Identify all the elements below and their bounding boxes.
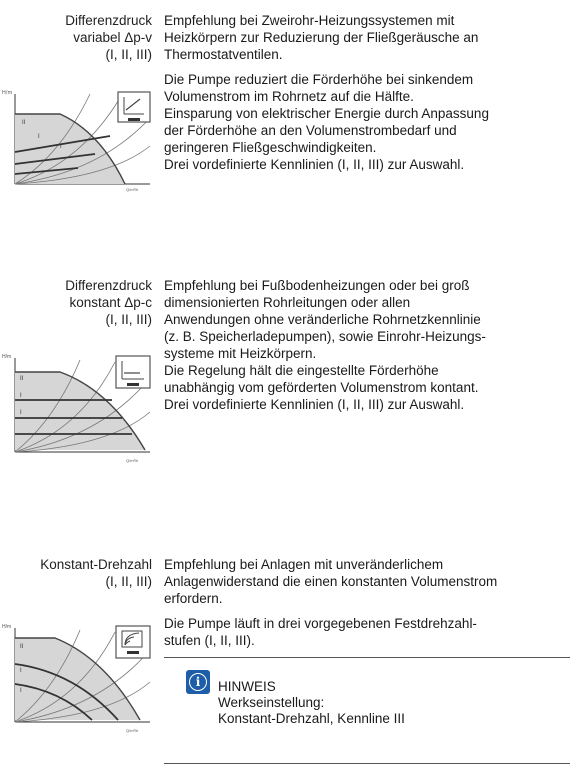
mode-title-line: variabel Δp-v bbox=[73, 30, 152, 45]
mode-title-line: Differenzdruck bbox=[65, 278, 152, 293]
mode-title bbox=[0, 12, 152, 63]
pump-curve-diagram bbox=[0, 620, 155, 735]
pump-curve-diagram bbox=[0, 350, 155, 465]
hint-label: HINWEIS bbox=[218, 679, 276, 694]
hint-line: Konstant-Drehzahl, Kennline III bbox=[218, 711, 405, 726]
x-axis-label: Q/m³/h bbox=[126, 187, 139, 192]
mode-icon-box bbox=[118, 92, 150, 122]
mode-description bbox=[164, 12, 568, 173]
paragraph: Einsparung von elektrischer Energie durch Anpassung der Förderhöhe an den Volumenstrombedarf und geringeren Fließgeschwindigkeiten. bbox=[164, 106, 489, 155]
y-axis-label: H/m bbox=[2, 90, 13, 96]
curve-label: II bbox=[22, 120, 26, 126]
y-axis-label: H/m bbox=[2, 354, 12, 360]
mode-title-line: (I, II, III) bbox=[105, 47, 152, 62]
paragraph: Empfehlung bei Zweirohr-Heizungssystemen mit Heizkörpern zur Reduzierung der Fließgeräusche an Thermostatventilen. bbox=[164, 13, 479, 62]
curve-label: I bbox=[20, 688, 22, 694]
x-axis-label: Q/m³/h bbox=[126, 728, 139, 733]
paragraph: Empfehlung bei Anlagen mit unveränderlichem Anlagenwiderstand die einen konstanten Volumenstrom erfordern. bbox=[164, 557, 498, 606]
hint-divider-top bbox=[164, 657, 570, 658]
paragraph: Empfehlung bei Fußbodenheizungen oder bei groß dimensionierten Rohrleitungen oder allen Anwendungen ohne veränderliche Rohrnetzkennlinie (z. B. Speicherladepumpen), sowie Einrohr-Heizungs- systeme mit Heizkörpern. bbox=[164, 278, 486, 361]
hint-divider-bottom bbox=[164, 763, 570, 764]
paragraph: Die Pumpe reduziert die Förderhöhe bei sinkendem Volumenstrom im Rohrnetz auf die Hälfte. bbox=[164, 72, 474, 104]
curve-label: II bbox=[20, 644, 24, 650]
mode-title-line: Konstant-Drehzahl bbox=[40, 557, 152, 572]
curve-label: I bbox=[38, 134, 40, 140]
paragraph: Drei vordefinierte Kennlinien (I, II, III) zur Auswahl. bbox=[164, 397, 465, 412]
curve-label: I bbox=[20, 668, 22, 674]
paragraph: Die Regelung hält die eingestellte Förderhöhe unabhängig vom geförderten Volumenstrom kontant. bbox=[164, 363, 479, 395]
hint-line: Werkseinstellung: bbox=[218, 695, 325, 710]
mode-title-line: (I, II, III) bbox=[105, 574, 152, 589]
curve-label: I bbox=[20, 393, 22, 399]
curve-label: I bbox=[20, 410, 22, 416]
info-icon: i bbox=[186, 670, 210, 694]
mode-title bbox=[0, 277, 152, 328]
x-axis-label: Q/m³/h bbox=[126, 458, 139, 463]
mode-description bbox=[164, 556, 568, 649]
mode-title-line: (I, II, III) bbox=[105, 312, 152, 327]
mode-title-line: konstant Δp-c bbox=[69, 295, 152, 310]
paragraph: Drei vordefinierte Kennlinien (I, II, III) zur Auswahl. bbox=[164, 157, 465, 172]
hint-note bbox=[218, 679, 405, 727]
curve-label: II bbox=[20, 376, 24, 382]
paragraph: Die Pumpe läuft in drei vorgegebenen Festdrehzahl- stufen (I, II, III). bbox=[164, 616, 477, 648]
mode-title bbox=[0, 556, 152, 590]
mode-title-line: Differenzdruck bbox=[65, 13, 152, 28]
mode-description bbox=[164, 277, 568, 413]
y-axis-label: H/m bbox=[2, 624, 12, 630]
pump-curve-diagram bbox=[0, 86, 155, 196]
curve-label: I bbox=[60, 144, 62, 150]
